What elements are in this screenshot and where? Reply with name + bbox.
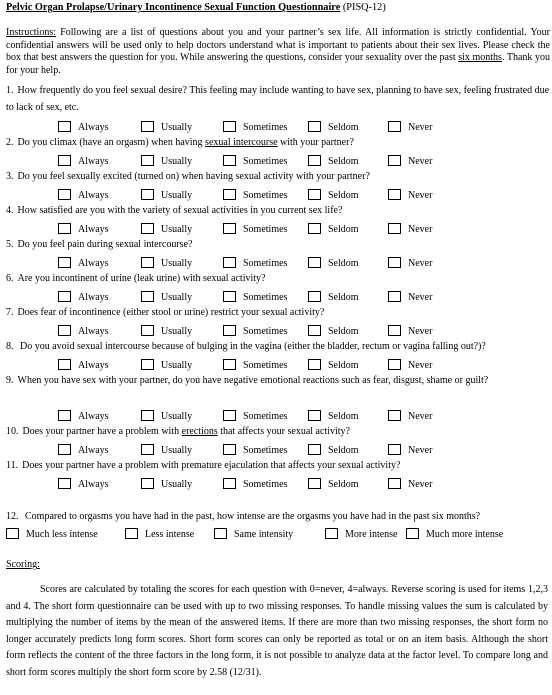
option-always[interactable] xyxy=(58,186,109,200)
option-always[interactable] xyxy=(58,475,109,489)
option-sometimes[interactable] xyxy=(223,288,287,302)
option-more-intense[interactable] xyxy=(325,525,398,539)
option-label: Never xyxy=(408,326,433,337)
answer-row-12 xyxy=(6,525,546,539)
option-seldom[interactable] xyxy=(308,356,359,370)
checkbox[interactable] xyxy=(223,257,236,268)
checkbox[interactable] xyxy=(388,257,401,268)
question-12 xyxy=(6,508,550,525)
option-label: Sometimes xyxy=(243,479,288,490)
option-label: Always xyxy=(78,156,109,167)
option-label: More intense xyxy=(345,529,398,540)
checkbox[interactable] xyxy=(325,528,338,539)
option-usually[interactable] xyxy=(141,254,192,268)
option-label: Seldom xyxy=(328,326,359,337)
option-label: Usually xyxy=(161,258,193,269)
option-seldom[interactable] xyxy=(308,288,359,302)
option-usually[interactable] xyxy=(141,356,192,370)
option-label: Always xyxy=(78,224,109,235)
option-label: Never xyxy=(408,292,433,303)
option-label: Seldom xyxy=(328,122,359,133)
checkbox[interactable] xyxy=(141,223,154,234)
option-label: Seldom xyxy=(328,411,359,422)
checkbox[interactable] xyxy=(308,189,321,200)
option-always[interactable] xyxy=(58,322,109,336)
option-label: Sometimes xyxy=(243,445,288,456)
checkbox[interactable] xyxy=(308,325,321,336)
checkbox[interactable] xyxy=(141,291,154,302)
option-sometimes[interactable] xyxy=(223,118,287,132)
checkbox[interactable] xyxy=(223,291,236,302)
option-seldom[interactable] xyxy=(308,441,359,455)
question-1 xyxy=(6,82,550,116)
checkbox[interactable] xyxy=(223,444,236,455)
option-label: Seldom xyxy=(328,445,359,456)
question-10 xyxy=(6,423,550,440)
option-label: Never xyxy=(408,360,433,371)
option-sometimes[interactable] xyxy=(223,220,287,234)
instructions-underlined: six months xyxy=(458,52,502,63)
option-label: Seldom xyxy=(328,190,359,201)
option-label: Usually xyxy=(161,156,193,167)
checkbox[interactable] xyxy=(308,410,321,421)
option-label: Same intensity xyxy=(234,529,294,540)
option-label: Sometimes xyxy=(243,224,288,235)
option-label: Always xyxy=(78,292,109,303)
question-text-a: Does your partner have a problem with xyxy=(22,426,182,437)
option-label: Usually xyxy=(161,224,193,235)
option-seldom[interactable] xyxy=(308,186,359,200)
question-text: How frequently do you feel sexual desire? This feeling may include wanting to have sex, planning to have sex, feeling frustrated due to lack of sex, etc. xyxy=(6,85,550,113)
option-label: Usually xyxy=(161,411,193,422)
question-number: 10. xyxy=(6,426,19,437)
checkbox[interactable] xyxy=(58,359,71,370)
option-seldom[interactable] xyxy=(308,152,359,166)
checkbox[interactable] xyxy=(223,325,236,336)
option-label: Never xyxy=(408,224,433,235)
option-label: Sometimes xyxy=(243,411,288,422)
question-number: 11. xyxy=(6,460,19,471)
option-always[interactable] xyxy=(58,254,109,268)
option-label: Seldom xyxy=(328,156,359,167)
question-text-b: that affects your sexual activity? xyxy=(217,426,350,437)
option-label: Usually xyxy=(161,292,193,303)
checkbox[interactable] xyxy=(58,189,71,200)
option-label: Always xyxy=(78,445,109,456)
scoring-heading xyxy=(6,560,40,570)
question-text: Does fear of incontinence (either stool or urine) restrict your sexual activity? xyxy=(17,307,325,318)
option-usually[interactable] xyxy=(141,322,192,336)
checkbox[interactable] xyxy=(141,444,154,455)
checkbox[interactable] xyxy=(388,478,401,489)
option-usually[interactable] xyxy=(141,288,192,302)
option-label: Sometimes xyxy=(243,190,288,201)
instructions-label: Instructions: xyxy=(6,27,56,38)
checkbox[interactable] xyxy=(388,121,401,132)
checkbox[interactable] xyxy=(141,189,154,200)
option-label: Never xyxy=(408,411,433,422)
option-usually[interactable] xyxy=(141,441,192,455)
option-label: Sometimes xyxy=(243,326,288,337)
option-sometimes[interactable] xyxy=(223,441,287,455)
option-label: Much more intense xyxy=(426,529,504,540)
checkbox[interactable] xyxy=(223,410,236,421)
question-5 xyxy=(6,236,550,253)
checkbox[interactable] xyxy=(223,155,236,166)
option-seldom[interactable] xyxy=(308,407,359,421)
option-label: Sometimes xyxy=(243,258,288,269)
option-sometimes[interactable] xyxy=(223,407,287,421)
answer-row-1 xyxy=(58,118,538,132)
question-2 xyxy=(6,134,550,151)
checkbox[interactable] xyxy=(388,410,401,421)
option-never[interactable] xyxy=(388,475,432,489)
question-text: How satisfied are you with the variety of sexual activities in you current sex life? xyxy=(17,205,343,216)
checkbox[interactable] xyxy=(308,257,321,268)
answer-row-9 xyxy=(58,407,538,421)
option-sometimes[interactable] xyxy=(223,186,287,200)
checkbox[interactable] xyxy=(58,444,71,455)
option-label: Never xyxy=(408,190,433,201)
answer-row-8 xyxy=(58,356,538,370)
checkbox[interactable] xyxy=(223,121,236,132)
question-text: Do you avoid sexual intercourse because of bulging in the vagina (either the bladder, rectum or vagina falling out?)? xyxy=(17,341,486,352)
checkbox[interactable] xyxy=(125,528,138,539)
checkbox[interactable] xyxy=(6,528,19,539)
option-label: Never xyxy=(408,445,433,456)
option-label: Always xyxy=(78,411,109,422)
option-label: Less intense xyxy=(145,529,195,540)
checkbox[interactable] xyxy=(388,325,401,336)
checkbox[interactable] xyxy=(141,325,154,336)
option-label: Seldom xyxy=(328,258,359,269)
checkbox[interactable] xyxy=(388,291,401,302)
checkbox[interactable] xyxy=(223,189,236,200)
checkbox[interactable] xyxy=(141,121,154,132)
question-3 xyxy=(6,168,550,185)
checkbox[interactable] xyxy=(308,444,321,455)
checkbox[interactable] xyxy=(308,155,321,166)
checkbox[interactable] xyxy=(58,155,71,166)
option-always[interactable] xyxy=(58,407,109,421)
option-never[interactable] xyxy=(388,322,432,336)
option-never[interactable] xyxy=(388,356,432,370)
instructions-text-a: Following are a list of questions about you and your partner’s sex life. All information is strictly confidential. Your confidential answers will be used only to help doctors understand what is important to patients about their sex lives. Please check the box that best answers the question for you. While answering the questions, consider your sexuality over the past xyxy=(6,27,550,63)
option-never[interactable] xyxy=(388,118,432,132)
option-sometimes[interactable] xyxy=(223,356,287,370)
answer-row-3 xyxy=(58,186,538,200)
checkbox[interactable] xyxy=(141,155,154,166)
question-text-a: Do you climax (have an orgasm) when having xyxy=(17,137,206,148)
scoring-heading-colon: : xyxy=(37,559,40,570)
question-text: Are you incontinent of urine (leak urine) with sexual activity? xyxy=(17,273,266,284)
option-label: Sometimes xyxy=(243,360,288,371)
option-usually[interactable] xyxy=(141,475,192,489)
checkbox[interactable] xyxy=(388,223,401,234)
option-label: Never xyxy=(408,479,433,490)
scoring-text xyxy=(6,582,548,681)
answer-row-2 xyxy=(58,152,538,166)
option-usually[interactable] xyxy=(141,407,192,421)
checkbox[interactable] xyxy=(141,359,154,370)
checkbox[interactable] xyxy=(406,528,419,539)
option-never[interactable] xyxy=(388,441,432,455)
checkbox[interactable] xyxy=(388,359,401,370)
answer-row-5 xyxy=(58,254,538,268)
option-never[interactable] xyxy=(388,186,432,200)
option-label: Usually xyxy=(161,122,193,133)
option-label: Usually xyxy=(161,479,193,490)
option-label: Seldom xyxy=(328,224,359,235)
answer-row-11 xyxy=(58,475,538,489)
option-always[interactable] xyxy=(58,356,109,370)
question-text: Do you feel pain during sexual intercourse? xyxy=(17,239,193,250)
checkbox[interactable] xyxy=(388,189,401,200)
question-text: Do you feel sexually excited (turned on) when having sexual activity with your partner? xyxy=(17,171,370,182)
option-usually[interactable] xyxy=(141,118,192,132)
checkbox[interactable] xyxy=(223,223,236,234)
option-usually[interactable] xyxy=(141,186,192,200)
option-never[interactable] xyxy=(388,288,432,302)
option-label: Always xyxy=(78,479,109,490)
checkbox[interactable] xyxy=(58,223,71,234)
option-label: Sometimes xyxy=(243,122,288,133)
option-much-more-intense[interactable] xyxy=(406,525,503,539)
option-label: Usually xyxy=(161,190,193,201)
question-number: 3. xyxy=(6,171,14,182)
option-never[interactable] xyxy=(388,220,432,234)
option-always[interactable] xyxy=(58,220,109,234)
question-text: Compared to orgasms you have had in the past, how intense are the orgasms you have had in the past six months? xyxy=(22,511,481,522)
option-sometimes[interactable] xyxy=(223,322,287,336)
question-number: 9. xyxy=(6,375,14,386)
question-7 xyxy=(6,304,550,321)
checkbox[interactable] xyxy=(58,325,71,336)
checkbox[interactable] xyxy=(223,478,236,489)
option-label: Seldom xyxy=(328,292,359,303)
option-sometimes[interactable] xyxy=(223,152,287,166)
option-always[interactable] xyxy=(58,288,109,302)
option-seldom[interactable] xyxy=(308,475,359,489)
checkbox[interactable] xyxy=(308,223,321,234)
option-label: Always xyxy=(78,360,109,371)
option-always[interactable] xyxy=(58,152,109,166)
checkbox[interactable] xyxy=(308,478,321,489)
checkbox[interactable] xyxy=(58,478,71,489)
option-label: Sometimes xyxy=(243,156,288,167)
option-label: Never xyxy=(408,122,433,133)
instructions-text-b: . Thank you for your help. xyxy=(6,52,550,76)
checkbox[interactable] xyxy=(141,410,154,421)
checkbox[interactable] xyxy=(58,257,71,268)
option-seldom[interactable] xyxy=(308,322,359,336)
option-label: Always xyxy=(78,258,109,269)
option-always[interactable] xyxy=(58,441,109,455)
checkbox[interactable] xyxy=(58,410,71,421)
question-number: 7. xyxy=(6,307,14,318)
option-usually[interactable] xyxy=(141,220,192,234)
question-underlined: erections xyxy=(181,426,218,437)
option-sometimes[interactable] xyxy=(223,254,287,268)
checkbox[interactable] xyxy=(58,121,71,132)
question-number: 4. xyxy=(6,205,14,216)
checkbox[interactable] xyxy=(308,121,321,132)
checkbox[interactable] xyxy=(58,291,71,302)
option-label: Usually xyxy=(161,326,193,337)
title-suffix: (PISQ-12) xyxy=(342,2,386,13)
option-label: Never xyxy=(408,258,433,269)
option-same-intensity[interactable] xyxy=(214,525,293,539)
checkbox[interactable] xyxy=(214,528,227,539)
checkbox[interactable] xyxy=(388,155,401,166)
page-title xyxy=(6,3,386,13)
checkbox[interactable] xyxy=(141,478,154,489)
option-label: Always xyxy=(78,190,109,201)
option-always[interactable] xyxy=(58,118,109,132)
option-never[interactable] xyxy=(388,254,432,268)
question-6 xyxy=(6,270,550,287)
question-8 xyxy=(6,338,550,355)
question-11 xyxy=(6,457,550,474)
question-4 xyxy=(6,202,550,219)
question-9 xyxy=(6,372,550,389)
option-label: Usually xyxy=(161,445,193,456)
question-text: When you have sex with your partner, do you have negative emotional reactions such as fear, disgust, shame or guilt? xyxy=(17,375,489,386)
checkbox[interactable] xyxy=(223,359,236,370)
option-much-less-intense[interactable] xyxy=(6,525,98,539)
scoring-paragraph: Scores are calculated by totaling the scores for each question with 0=never, 4=always. Reverse scoring is used for items 1,2,3 and 4. The short form questionnaire can be used with up to two missing responses. To handle missing values the sum is calculated by multiplying the number of items by the mean of the answered items. If there are more than two missing responses, the short form no longer accurately predicts long form scores. Short form scores can only be reported as total or on an item basis. Although the short form reflects the content of the three factors in the long form, it is not possible to analyze data at the factor level. To compare long and short form scores multiply the short form score by 2.58 (12/31). xyxy=(6,584,548,678)
question-number: 5. xyxy=(6,239,14,250)
question-underlined: sexual intercourse xyxy=(205,137,278,148)
option-label: Always xyxy=(78,326,109,337)
checkbox[interactable] xyxy=(141,257,154,268)
answer-row-6 xyxy=(58,288,538,302)
option-label: Never xyxy=(408,156,433,167)
question-text: Does your partner have a problem with premature ejaculation that affects your sexual activity? xyxy=(22,460,401,471)
question-number: 6. xyxy=(6,273,14,284)
option-seldom[interactable] xyxy=(308,118,359,132)
checkbox[interactable] xyxy=(308,291,321,302)
question-text-b: with your partner? xyxy=(277,137,354,148)
option-never[interactable] xyxy=(388,152,432,166)
question-number: 12. xyxy=(6,511,19,522)
instructions xyxy=(6,27,550,77)
option-label: Much less intense xyxy=(26,529,98,540)
checkbox[interactable] xyxy=(388,444,401,455)
question-number: 1. xyxy=(6,85,14,96)
option-label: Always xyxy=(78,122,109,133)
answer-row-7 xyxy=(58,322,538,336)
scoring-heading-text: Scoring xyxy=(6,559,38,570)
option-never[interactable] xyxy=(388,407,432,421)
option-label: Seldom xyxy=(328,479,359,490)
question-number: 8. xyxy=(6,341,14,352)
option-seldom[interactable] xyxy=(308,254,359,268)
checkbox[interactable] xyxy=(308,359,321,370)
option-label: Seldom xyxy=(328,360,359,371)
option-label: Usually xyxy=(161,360,193,371)
option-label: Sometimes xyxy=(243,292,288,303)
option-usually[interactable] xyxy=(141,152,192,166)
answer-row-4 xyxy=(58,220,538,234)
title-main: Pelvic Organ Prolapse/Urinary Incontinence Sexual Function Questionnaire xyxy=(6,2,341,13)
question-number: 2. xyxy=(6,137,14,148)
option-seldom[interactable] xyxy=(308,220,359,234)
option-sometimes[interactable] xyxy=(223,475,287,489)
option-less-intense[interactable] xyxy=(125,525,194,539)
answer-row-10 xyxy=(58,441,538,455)
